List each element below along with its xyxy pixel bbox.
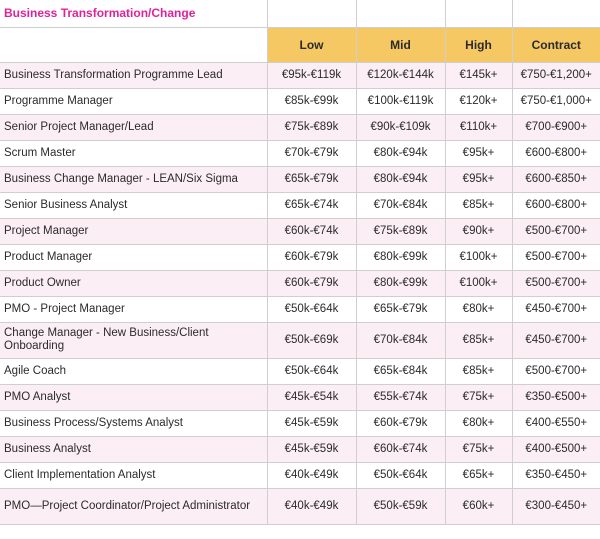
high-cell: €60k+	[445, 488, 512, 524]
low-cell: €50k-€64k	[267, 296, 356, 322]
table-row	[0, 488, 600, 524]
high-cell: €75k+	[445, 436, 512, 462]
table-row	[0, 62, 600, 88]
low-cell: €40k-€49k	[267, 462, 356, 488]
mid-cell: €50k-€59k	[356, 488, 445, 524]
role-cell: Senior Project Manager/Lead	[0, 114, 267, 140]
table-row	[0, 88, 600, 114]
low-cell: €45k-€59k	[267, 410, 356, 436]
high-cell: €80k+	[445, 296, 512, 322]
mid-cell: €70k-€84k	[356, 322, 445, 358]
table-row	[0, 358, 600, 384]
high-cell: €85k+	[445, 192, 512, 218]
high-cell: €95k+	[445, 140, 512, 166]
high-cell: €95k+	[445, 166, 512, 192]
high-cell: €85k+	[445, 358, 512, 384]
table-row	[0, 244, 600, 270]
table-row	[0, 384, 600, 410]
low-cell: €95k-€119k	[267, 62, 356, 88]
mid-cell: €80k-€99k	[356, 270, 445, 296]
mid-cell: €100k-€119k	[356, 88, 445, 114]
role-cell: Agile Coach	[0, 358, 267, 384]
role-cell: Senior Business Analyst	[0, 192, 267, 218]
table-row	[0, 114, 600, 140]
low-cell: €50k-€69k	[267, 322, 356, 358]
high-cell: €90k+	[445, 218, 512, 244]
contract-cell: €450-€700+	[512, 322, 600, 358]
table-row	[0, 296, 600, 322]
table-row	[0, 140, 600, 166]
high-cell: €65k+	[445, 462, 512, 488]
role-cell: Change Manager - New Business/Client Onboarding	[0, 322, 267, 358]
contract-cell: €600-€850+	[512, 166, 600, 192]
contract-cell: €500-€700+	[512, 244, 600, 270]
mid-cell: €60k-€79k	[356, 410, 445, 436]
contract-cell: €400-€500+	[512, 436, 600, 462]
table-row	[0, 270, 600, 296]
header-mid: Mid	[356, 27, 445, 62]
mid-cell: €80k-€94k	[356, 166, 445, 192]
low-cell: €60k-€79k	[267, 244, 356, 270]
table-row	[0, 462, 600, 488]
mid-cell: €70k-€84k	[356, 192, 445, 218]
contract-cell: €450-€700+	[512, 296, 600, 322]
mid-cell: €75k-€89k	[356, 218, 445, 244]
contract-cell: €600-€800+	[512, 140, 600, 166]
header-high: High	[445, 27, 512, 62]
role-cell: PMO—Project Coordinator/Project Administrator	[0, 488, 267, 524]
contract-cell: €750-€1,000+	[512, 88, 600, 114]
high-cell: €100k+	[445, 244, 512, 270]
role-cell: PMO Analyst	[0, 384, 267, 410]
role-cell: Client Implementation Analyst	[0, 462, 267, 488]
header-row	[0, 27, 600, 62]
contract-cell: €600-€800+	[512, 192, 600, 218]
role-cell: Project Manager	[0, 218, 267, 244]
contract-cell: €300-€450+	[512, 488, 600, 524]
role-cell: Business Transformation Programme Lead	[0, 62, 267, 88]
role-cell: PMO - Project Manager	[0, 296, 267, 322]
role-cell: Business Change Manager - LEAN/Six Sigma	[0, 166, 267, 192]
high-cell: €145k+	[445, 62, 512, 88]
table-row	[0, 166, 600, 192]
contract-cell: €500-€700+	[512, 358, 600, 384]
low-cell: €50k-€64k	[267, 358, 356, 384]
role-cell: Business Analyst	[0, 436, 267, 462]
contract-cell: €500-€700+	[512, 218, 600, 244]
mid-cell: €90k-€109k	[356, 114, 445, 140]
contract-cell: €700-€900+	[512, 114, 600, 140]
contract-cell: €350-€450+	[512, 462, 600, 488]
low-cell: €60k-€79k	[267, 270, 356, 296]
role-cell: Programme Manager	[0, 88, 267, 114]
title-row	[0, 0, 600, 27]
role-cell: Product Manager	[0, 244, 267, 270]
low-cell: €75k-€89k	[267, 114, 356, 140]
table-row	[0, 436, 600, 462]
low-cell: €65k-€79k	[267, 166, 356, 192]
mid-cell: €80k-€94k	[356, 140, 445, 166]
low-cell: €85k-€99k	[267, 88, 356, 114]
table-title: Business Transformation/Change	[0, 0, 267, 27]
contract-cell: €750-€1,200+	[512, 62, 600, 88]
contract-cell: €400-€550+	[512, 410, 600, 436]
low-cell: €70k-€79k	[267, 140, 356, 166]
high-cell: €110k+	[445, 114, 512, 140]
role-cell: Scrum Master	[0, 140, 267, 166]
table-row	[0, 322, 600, 358]
low-cell: €40k-€49k	[267, 488, 356, 524]
mid-cell: €55k-€74k	[356, 384, 445, 410]
high-cell: €100k+	[445, 270, 512, 296]
high-cell: €80k+	[445, 410, 512, 436]
low-cell: €60k-€74k	[267, 218, 356, 244]
low-cell: €45k-€59k	[267, 436, 356, 462]
mid-cell: €50k-€64k	[356, 462, 445, 488]
role-cell: Business Process/Systems Analyst	[0, 410, 267, 436]
mid-cell: €60k-€74k	[356, 436, 445, 462]
table-row	[0, 192, 600, 218]
low-cell: €45k-€54k	[267, 384, 356, 410]
low-cell: €65k-€74k	[267, 192, 356, 218]
table-row	[0, 410, 600, 436]
high-cell: €85k+	[445, 322, 512, 358]
role-cell: Product Owner	[0, 270, 267, 296]
mid-cell: €120k-€144k	[356, 62, 445, 88]
header-low: Low	[267, 27, 356, 62]
mid-cell: €80k-€99k	[356, 244, 445, 270]
high-cell: €120k+	[445, 88, 512, 114]
header-contract: Contract	[512, 27, 600, 62]
high-cell: €75k+	[445, 384, 512, 410]
contract-cell: €350-€500+	[512, 384, 600, 410]
contract-cell: €500-€700+	[512, 270, 600, 296]
mid-cell: €65k-€84k	[356, 358, 445, 384]
mid-cell: €65k-€79k	[356, 296, 445, 322]
table-row	[0, 218, 600, 244]
